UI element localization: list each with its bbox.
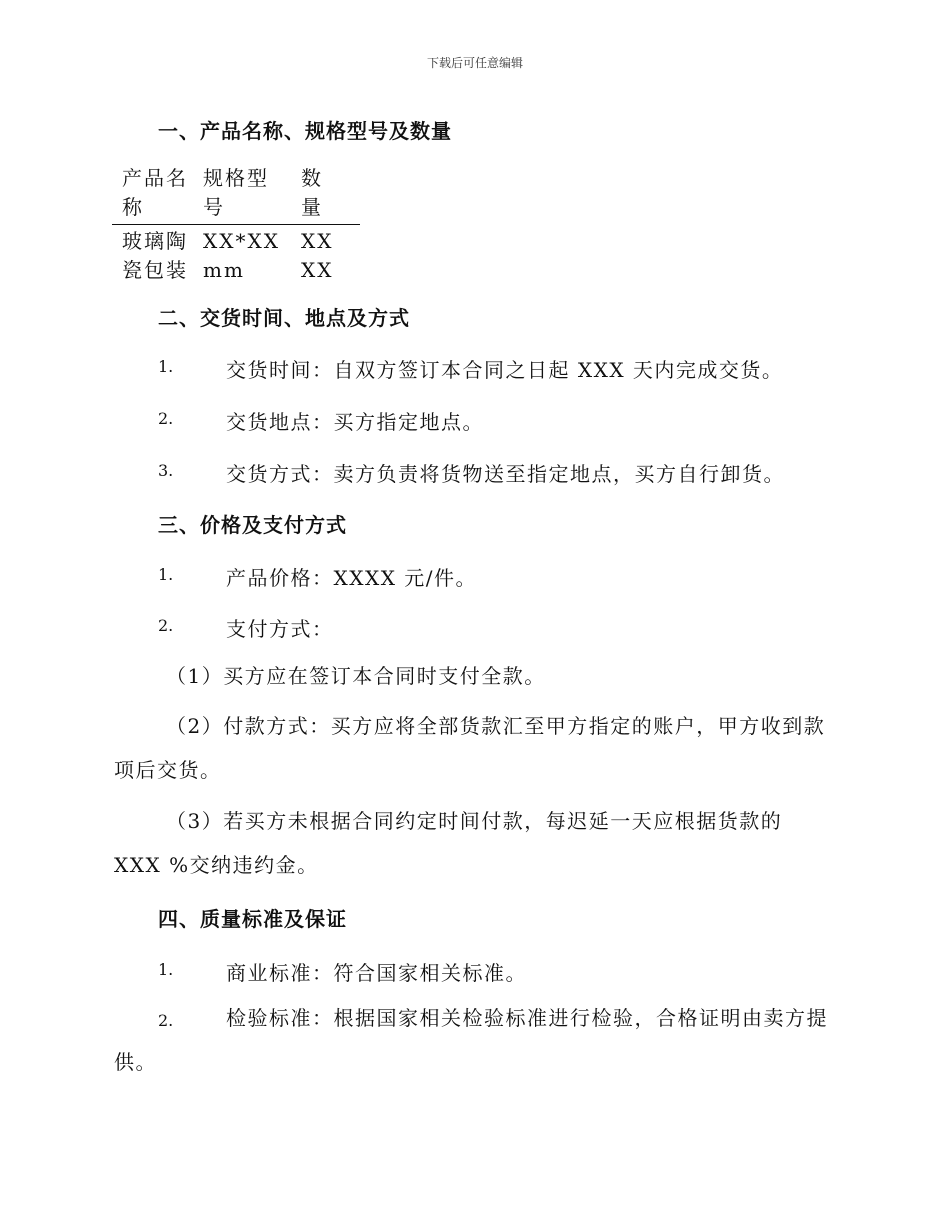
list-number: 2. — [158, 616, 174, 635]
list-item-text: 交货时间：自双方签订本合同之日起 XXX 天内完成交货。 — [226, 358, 784, 382]
product-table — [112, 164, 360, 285]
list-item-text: 交货方式：卖方负责将货物送至指定地点，买方自行卸货。 — [226, 462, 785, 486]
table-cell: XX XX — [301, 229, 334, 282]
list-item-text: 产品价格：XXXX 元/件。 — [226, 566, 478, 590]
list-item-text: 交货地点：买方指定地点。 — [226, 410, 484, 434]
table-cell: XX*XX mm — [203, 229, 280, 282]
section-heading-quality: 四、质量标准及保证 — [158, 907, 347, 931]
table-header-row — [112, 164, 360, 225]
list-item-text: 检验标准：根据国家相关检验标准进行检验，合格证明由卖方提供。 — [114, 1006, 828, 1074]
payment-clause-2: （2）付款方式：买方应将全部货款汇至甲方指定的账户，甲方收到款项后交货。 — [114, 714, 826, 782]
list-item-text: 支付方式： — [226, 617, 334, 641]
payment-clause-1: （1）买方应在签订本合同时支付全款。 — [166, 664, 546, 688]
section-heading-product: 一、产品名称、规格型号及数量 — [158, 119, 452, 143]
list-number: 3. — [158, 461, 174, 480]
table-cell: 玻璃陶 瓷包装 — [122, 229, 188, 282]
table-row — [112, 227, 360, 285]
section-heading-delivery: 二、交货时间、地点及方式 — [158, 306, 410, 330]
list-number: 2. — [158, 1011, 174, 1030]
list-item-text: 商业标准：符合国家相关标准。 — [226, 961, 527, 985]
table-header-cell: 数 量 — [301, 166, 323, 219]
list-number: 1. — [158, 565, 174, 584]
list-number: 1. — [158, 357, 174, 376]
payment-clause-3: （3）若买方未根据合同约定时间付款，每迟延一天应根据货款的 XXX %交纳违约金。 — [114, 809, 783, 877]
table-header-cell: 规格型 号 — [203, 166, 269, 219]
list-number: 2. — [158, 409, 174, 428]
section-heading-price: 三、价格及支付方式 — [158, 513, 347, 537]
list-number: 1. — [158, 960, 174, 979]
page-header-note: 下载后可任意编辑 — [426, 56, 523, 70]
table-header-cell: 产品名 称 — [122, 166, 188, 219]
